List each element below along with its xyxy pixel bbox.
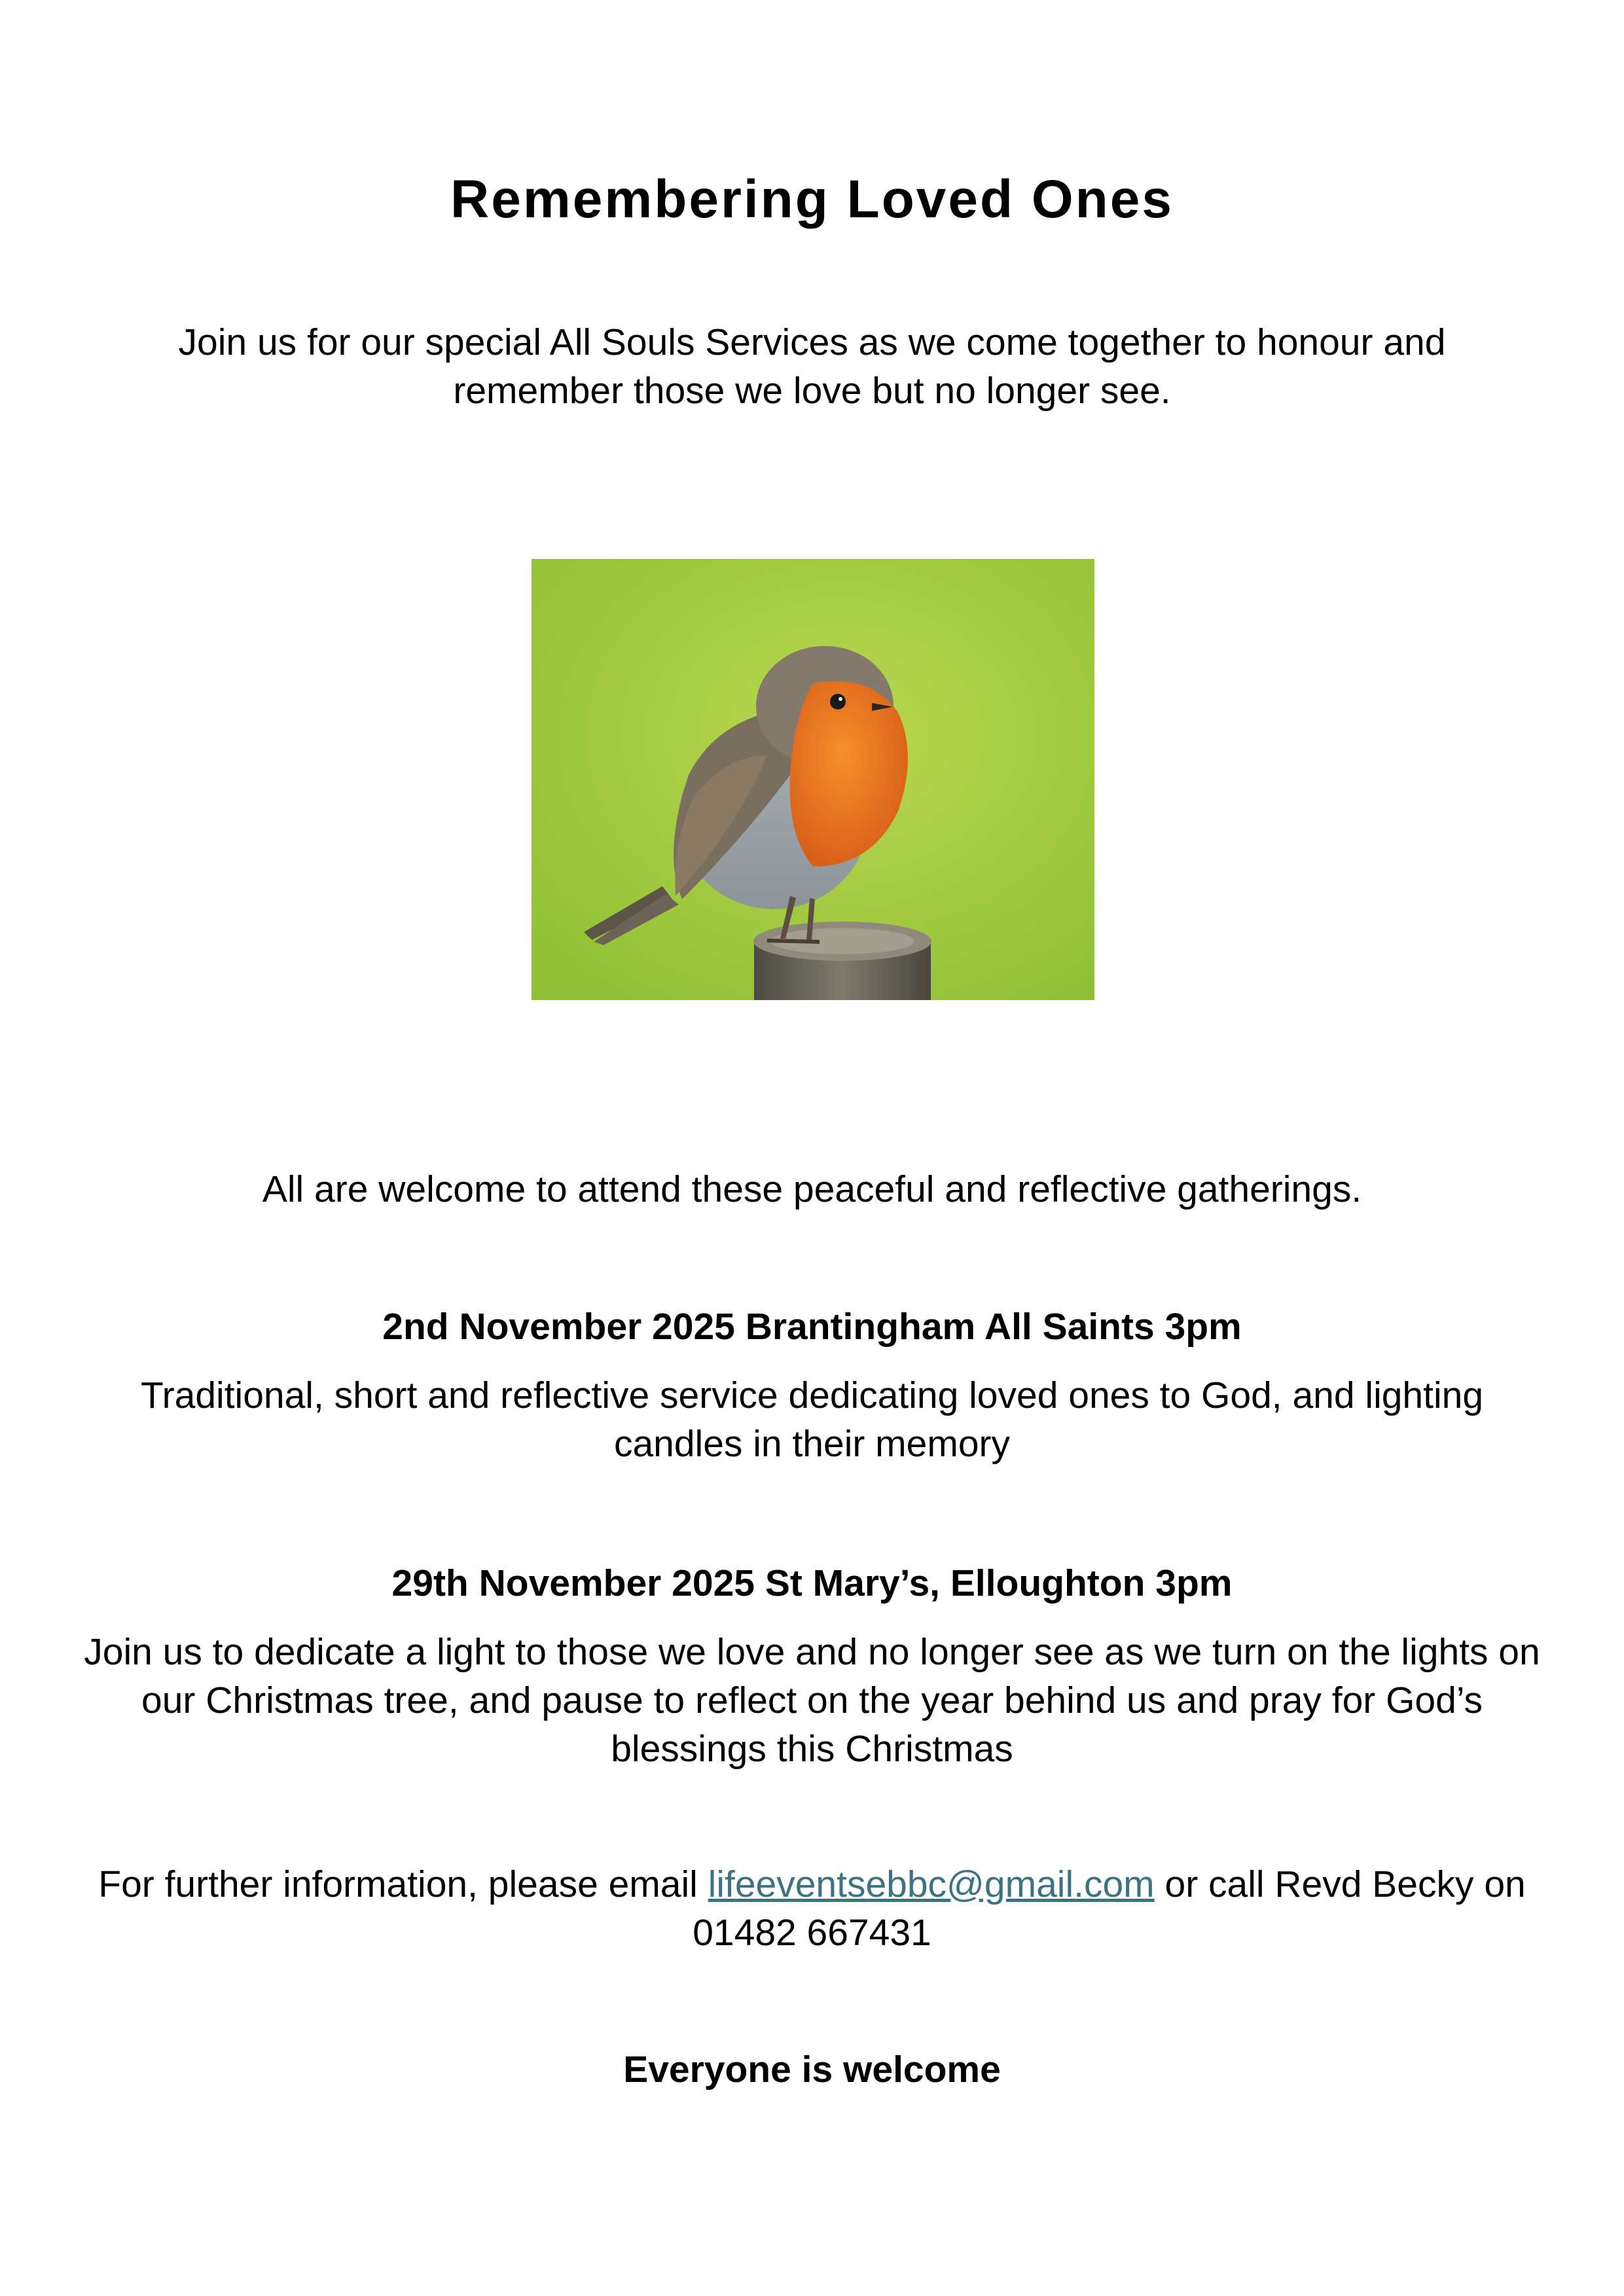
welcome-text: All are welcome to attend these peaceful and reflective gatherings. — [262, 1168, 1362, 1210]
contact-suffix: or call Revd Becky on 01482 667431 — [693, 1863, 1526, 1954]
contact-paragraph — [79, 1860, 1545, 1957]
contact-prefix: For further information, please email — [98, 1863, 708, 1905]
intro-paragraph: Join us for our special All Souls Services as we come together to honour and remember those we love but no longer see. — [178, 321, 1446, 412]
page-title: Remembering Loved Ones — [450, 170, 1174, 229]
event-heading-brantingham: 2nd November 2025 Brantingham All Saints 3pm — [382, 1306, 1242, 1348]
closing-text: Everyone is welcome — [623, 2049, 1001, 2090]
event-description-elloughton: Join us to dedicate a light to those we love and no longer see as we turn on the lights on our Christmas tree, and pause to reflect on the year behind us and pray for God’s blessings this Christmas — [84, 1631, 1540, 1770]
event-heading-elloughton: 29th November 2025 St Mary’s, Elloughton 3pm — [391, 1562, 1233, 1604]
robin-photo — [532, 559, 1094, 1000]
email-link[interactable]: lifeeventsebbc@gmail.com — [708, 1863, 1155, 1905]
event-description-brantingham: Traditional, short and reflective service dedicating loved ones to God, and lighting candles in their memory — [140, 1374, 1484, 1465]
